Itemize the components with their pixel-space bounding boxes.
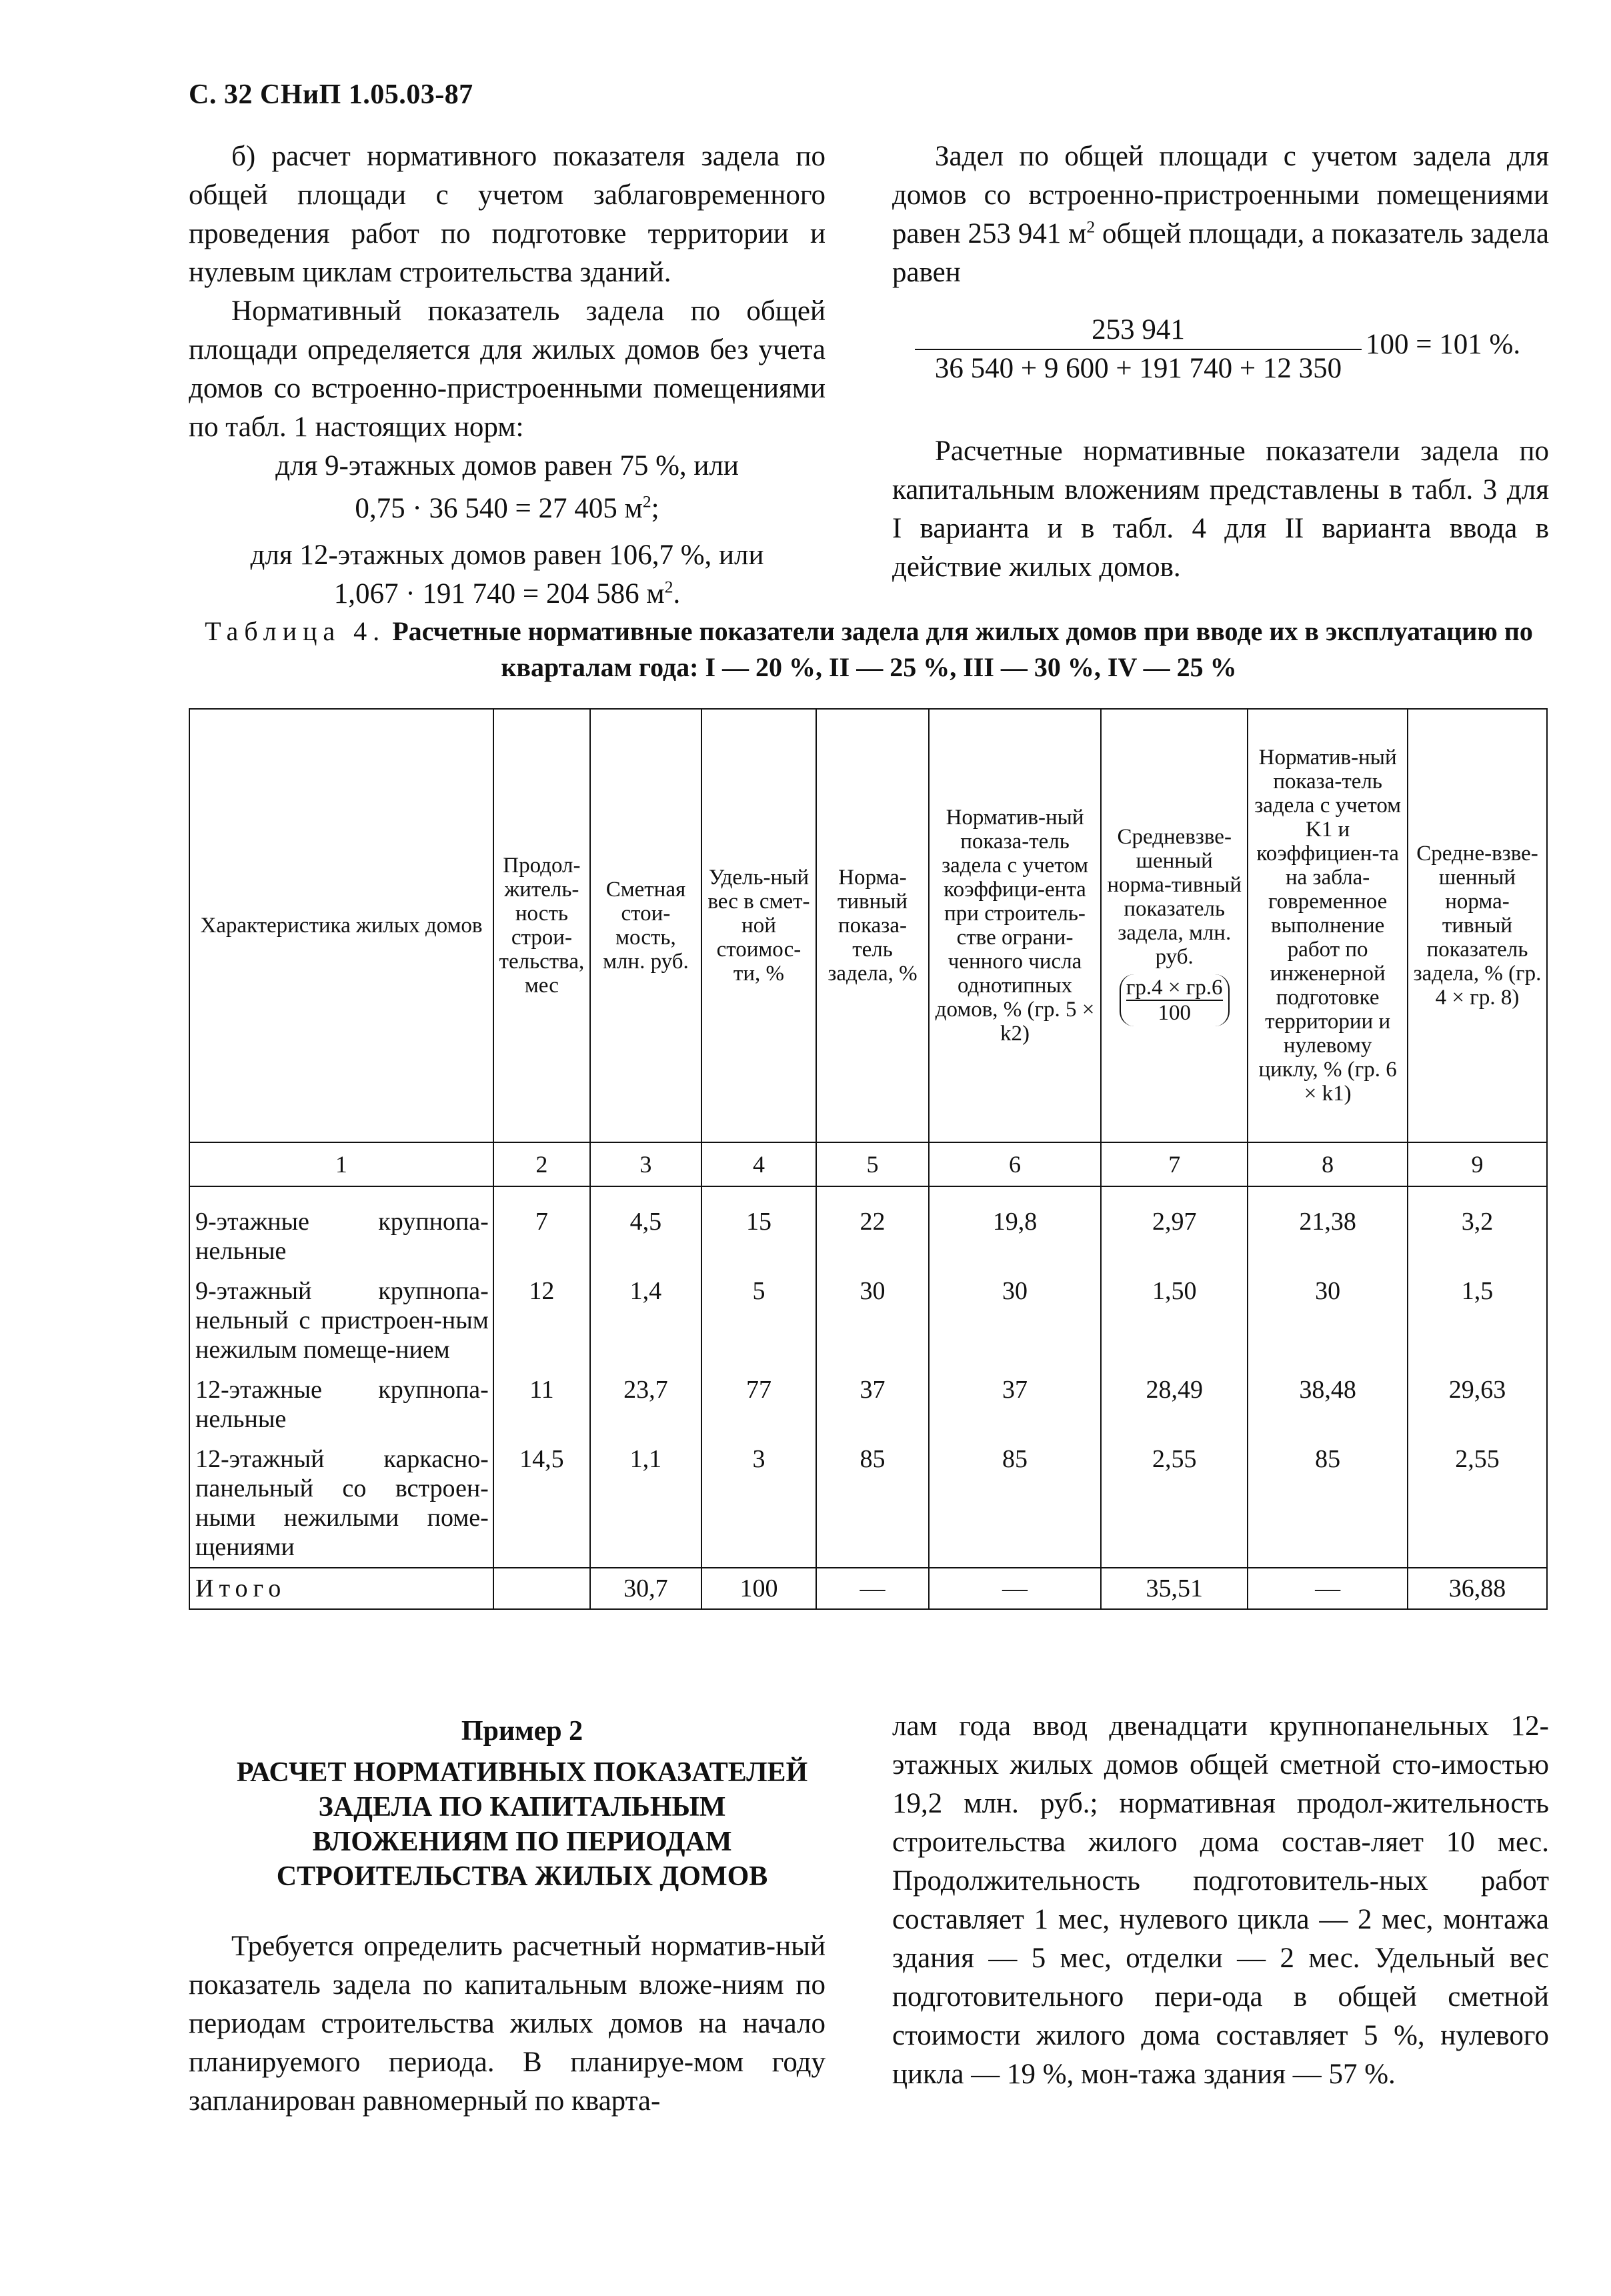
table-title: Расчетные нормативные показатели задела для жилых домов при вводе их в эксплуатацию по кварталам года: I — 20 %, II — 25 %, III — 30 %, IV — 25 % [392,616,1533,682]
share-formula [915,313,1521,400]
table-cell: — [816,1568,929,1609]
example-right-column [892,1707,1549,2094]
formula-denominator: 36 540 + 9 600 + 191 740 + 12 350 [934,353,1342,384]
table-4 [189,708,1548,1610]
example-heading: РАСЧЕТ НОРМАТИВНЫХ ПОКАЗАТЕЛЕЙ ЗАДЕЛА ПО КАПИТАЛЬНЫМ ВЛОЖЕНИЯМ ПО ПЕРИОДАМ СТРОИТЕЛЬСТВА ЖИЛЫХ ДОМОВ [236,1757,808,1892]
paragraph: лам года ввод двенадцати крупнопанельных 12-этажных жилых домов общей сметной сто-имостью 19,2 млн. руб.; нормативная продол-жительность строительства жилого дома состав-ляет 10 мес. Продолжительность подготовитель-ных работ составляет 1 мес, нулевого цикла — 2 мес, монтажа здания — 5 мес, отделки — 2 мес. Удельный вес подготовительного пери-ода в общей сметной стоимости жилого дома составляет 5 %, нулевого цикла — 19 %, мон-тажа здания — 57 %. [892,1710,1549,2090]
table-cell: 14,5 [493,1434,590,1568]
column-number: 2 [493,1142,590,1186]
table-cell: 30,7 [590,1568,701,1609]
table-cell: 2,55 [1101,1434,1248,1568]
column-header: Сметная стои-мость, млн. руб. [590,709,701,1142]
column-number: 6 [929,1142,1101,1186]
table-cell: 21,38 [1248,1186,1408,1266]
formula-numerator: 253 941 [1092,314,1185,345]
table-cell: 11 [493,1364,590,1434]
column-number: 1 [189,1142,493,1186]
table-cell: 30 [929,1266,1101,1364]
column-header: Норма-тивный показа-тель задела, % [816,709,929,1142]
column-header: Продол-житель-ность строи-тельства, мес [493,709,590,1142]
column-header [1101,709,1248,1142]
column-header: Средне-взве-шенный норма-тивный показатель задела, % (гр. 4 × гр. 8) [1408,709,1547,1142]
paragraph: для 9-этажных домов равен 75 %, или [275,450,739,481]
table-cell: 3,2 [1408,1186,1547,1266]
total-label: Итого [189,1568,493,1609]
table-cell: 2,97 [1101,1186,1248,1266]
column-header: Норматив-ный показа-тель задела с учетом K1 и коэффициен-та на забла-говременное выполнение работ по инженерной подготовке территории и нулевому циклу, % (гр. 6 × k1) [1248,709,1408,1142]
paragraph: для 12-этажных домов равен 106,7 %, или [250,539,764,571]
column-number: 8 [1248,1142,1408,1186]
table-cell: 37 [816,1364,929,1434]
header-text: Средневзве-шенный норма-тивный показатель задела, млн. руб. [1107,825,1242,969]
example-left-column [189,1927,826,2121]
table-row [189,1266,1547,1364]
table-cell: 28,49 [1101,1364,1248,1434]
table-cell: 1,50 [1101,1266,1248,1364]
table-cell: 37 [929,1364,1101,1434]
table-label: Таблица 4. [205,616,386,646]
table-cell: 30 [816,1266,929,1364]
table-cell: — [1248,1568,1408,1609]
column-header: Характеристика жилых домов [189,709,493,1142]
table-cell: 29,63 [1408,1364,1547,1434]
table-cell: 5 [701,1266,816,1364]
table-cell: 12 [493,1266,590,1364]
header-fraction [1120,974,1230,1026]
table-row [189,1364,1547,1434]
paragraph: Задел по общей площади с учетом задела для домов со встроенно-пристроенными помещениями равен 253 941 $м^2$ общей площади, а показатель задела равен [892,141,1549,288]
column-number: 3 [590,1142,701,1186]
right-column [892,137,1549,292]
example-title: Пример 2 [461,1716,583,1747]
table-cell: 1,1 [590,1434,701,1568]
table-cell: 22 [816,1186,929,1266]
column-number: 9 [1408,1142,1547,1186]
table-cell: 38,48 [1248,1364,1408,1434]
right-column-lower [892,432,1549,587]
table-cell: 23,7 [590,1364,701,1434]
fraction-numerator: гр.4 × гр.6 [1126,976,1223,1000]
table-cell: — [929,1568,1101,1609]
formula-result: 100 = 101 %. [1366,329,1521,360]
table-cell: 36,88 [1408,1568,1547,1609]
table-cell [493,1568,590,1609]
table-cell: 2,55 [1408,1434,1547,1568]
table-cell: 15 [701,1186,816,1266]
row-label: 12-этажный каркасно-панельный со встроен-ными нежилыми поме-щениями [189,1434,493,1568]
paragraph: Требуется определить расчетный норматив-ный показатель задела по капитальным вложе-ниям по периодам строительства жилых домов на начало планируемого периода. В планируе-мом году запланирован равномерный по кварта- [189,1931,826,2117]
column-number-row [189,1142,1547,1186]
table-cell: 85 [929,1434,1101,1568]
row-label: 9-этажные крупнопа-нельные [189,1186,493,1266]
page-header: С. 32 СНиП 1.05.03-87 [189,79,473,110]
column-number: 5 [816,1142,929,1186]
fraction-bar [915,349,1362,350]
table-cell: 100 [701,1568,816,1609]
column-header: Удель-ный вес в смет-ной стоимос-ти, % [701,709,816,1142]
paragraph: Нормативный показатель задела по общей площади определяется для жилых домов без учета домов со встроенно-пристроенными помещениями по табл. 1 настоящих норм: [189,295,826,443]
row-label: 12-этажные крупнопа-нельные [189,1364,493,1434]
table-cell: 3 [701,1434,816,1568]
table-cell: 4,5 [590,1186,701,1266]
column-number: 4 [701,1142,816,1186]
paragraph: Расчетные нормативные показатели задела по капитальным вложениям представлены в табл. 3 для I варианта и в табл. 4 для II варианта ввода в действие жилых домов. [892,435,1549,583]
table-cell: 30 [1248,1266,1408,1364]
table-row [189,1186,1547,1266]
table-cell: 85 [1248,1434,1408,1568]
left-column [189,137,826,614]
formula: 1,067 · 191 740 = 204 586 $м^2$. [333,577,681,610]
row-label: 9-этажный крупнопа-нельный с пристроен-ным нежилым помеще-нием [189,1266,493,1364]
column-number: 7 [1101,1142,1248,1186]
table-cell: 7 [493,1186,590,1266]
table-cell: 19,8 [929,1186,1101,1266]
column-header: Норматив-ный показа-тель задела с учетом коэффици-ента при строитель-стве ограни-ченного числа однотипных домов, % (гр. 5 × k2) [929,709,1101,1142]
table-caption [189,614,1549,686]
table-cell: 85 [816,1434,929,1568]
fraction-denominator: 100 [1158,1001,1191,1025]
table-cell: 1,5 [1408,1266,1547,1364]
total-row [189,1568,1547,1609]
table-cell: 1,4 [590,1266,701,1364]
paragraph: б) расчет нормативного показателя задела по общей площади с учетом заблаговременного проведения работ по подготовке территории и нулевым циклам строительства зданий. [189,141,826,288]
table-cell: 35,51 [1101,1568,1248,1609]
formula: 0,75 · 36 540 = 27 405 $м^2$; [355,491,659,524]
table-row [189,1434,1547,1568]
table-cell: 77 [701,1364,816,1434]
